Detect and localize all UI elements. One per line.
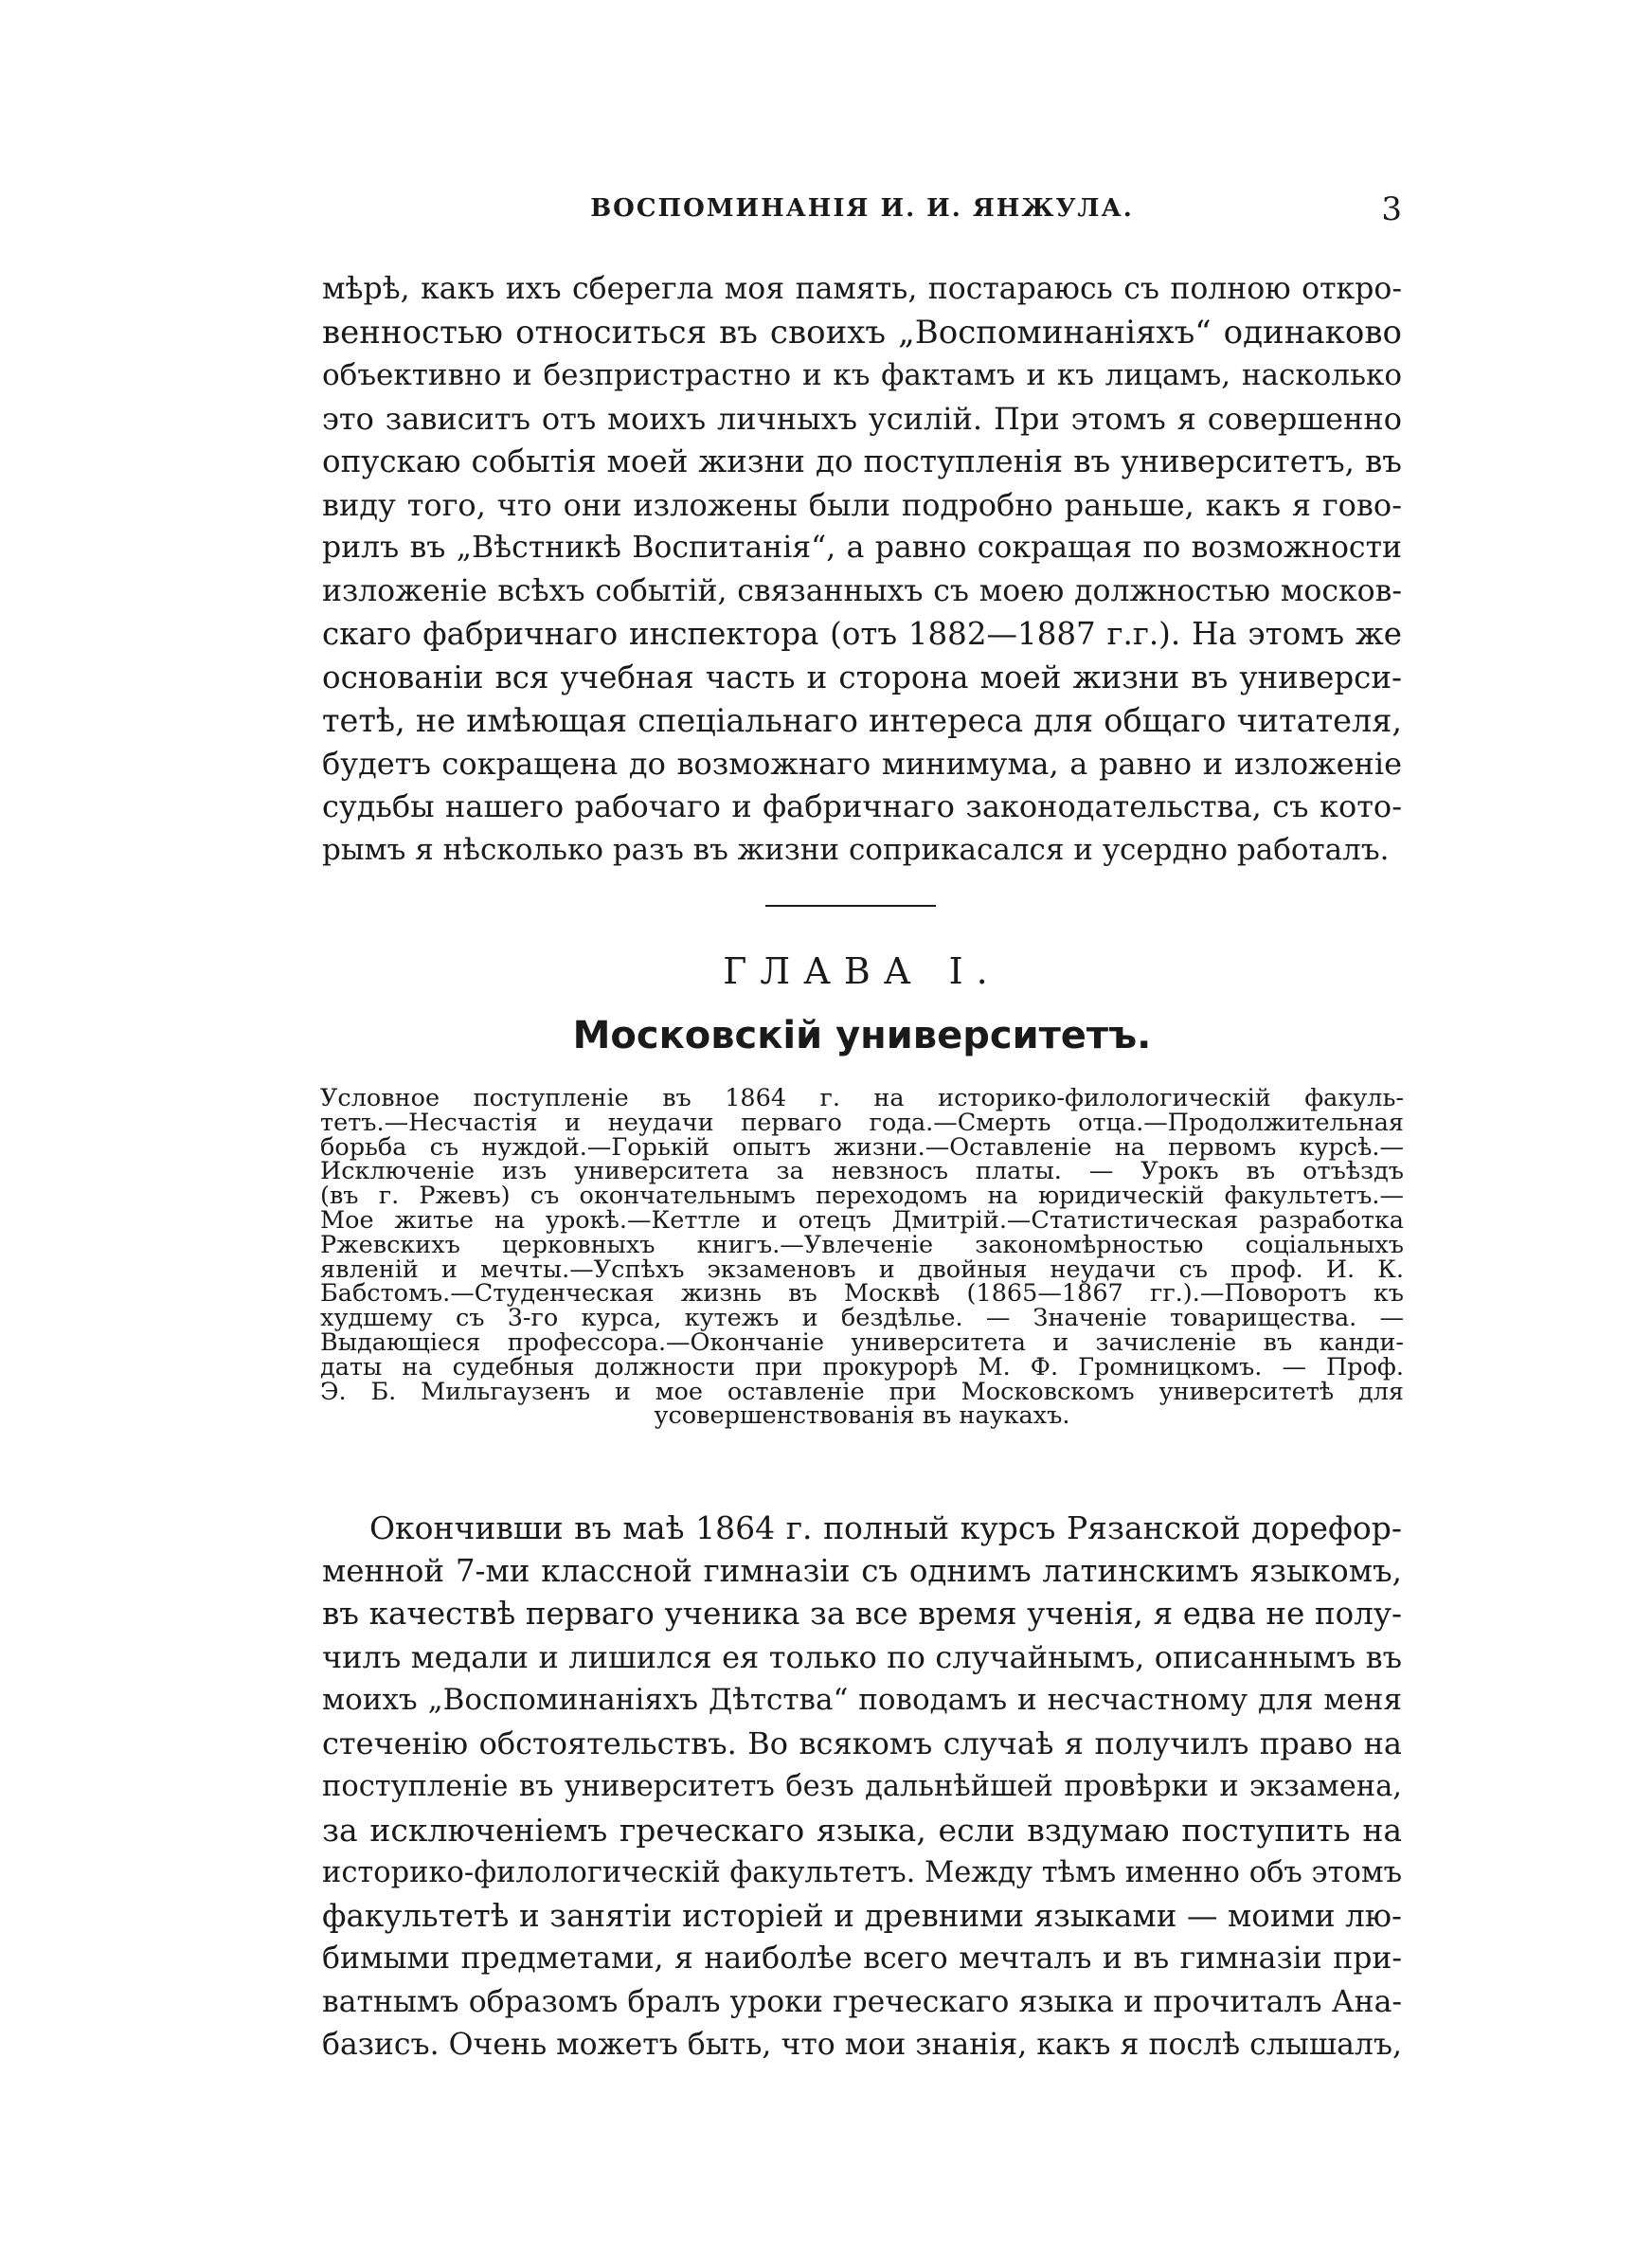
text-line: базисъ. Очень можетъ быть, что мои знанія, какъ я послѣ слышалъ, <box>322 2028 1402 2062</box>
section-divider <box>765 905 936 907</box>
summary-line: Условное поступленіе въ 1864 г. на историко-филологическій факуль- <box>320 1084 1404 1112</box>
text-line: за исключеніемъ греческаго языка, если вздумаю поступить на <box>322 1811 1402 1849</box>
summary-line: Мое житье на урокѣ.—Кеттле и отецъ Дмитрій.—Статистическая разработка <box>320 1205 1404 1235</box>
summary-line: Исключеніе изъ университета за невзносъ платы. — Урокъ въ отъѣздъ <box>320 1157 1404 1186</box>
text-line: тетѣ, не имѣющая спеціальнаго интереса для общаго читателя, <box>322 702 1402 739</box>
summary-line: Выдающіеся профессора.—Окончаніе университета и зачисленіе въ канди- <box>320 1327 1404 1357</box>
running-head <box>322 190 1402 232</box>
text-line: объективно и безпристрастно и къ фактамъ и къ лицамъ, насколько <box>322 358 1402 392</box>
chapter-label: ГЛАВА I. <box>723 950 1001 992</box>
chapter-title: Московскій университетъ. <box>572 1014 1152 1057</box>
text-line: будетъ сокращена до возможнаго минимума, а равно и изложеніе <box>322 745 1402 782</box>
text-line: ватнымъ образомъ бралъ уроки греческаго языка и прочиталъ Ана- <box>322 1984 1402 2019</box>
text-line: чилъ медали и лишился ея только по случайнымъ, описаннымъ въ <box>322 1638 1402 1675</box>
chapter-summary <box>320 1084 1404 1431</box>
text-line: менной 7-ми классной гимназіи съ однимъ латинскимъ языкомъ, <box>322 1552 1402 1589</box>
summary-line: борьба съ нуждой.—Горькій опытъ жизни.—Оставленіе на первомъ курсѣ.— <box>320 1132 1404 1162</box>
summary-line: Э. Б. Мильгаузенъ и мое оставленіе при Московскомъ университетѣ для <box>320 1377 1404 1406</box>
intro-paragraph <box>322 268 1402 872</box>
text-line: мѣрѣ, какъ ихъ сберегла моя память, постараюсь съ полною откро- <box>322 272 1402 306</box>
text-line: стеченію обстоятельствъ. Во всякомъ случаѣ я получилъ право на <box>322 1724 1402 1761</box>
text-line: судьбы нашего рабочаго и фабричнаго законодательства, съ кото- <box>322 788 1402 824</box>
text-line: Окончивши въ маѣ 1864 г. полный курсъ Рязанской дорефор- <box>369 1509 1402 1546</box>
text-line: въ качествѣ перваго ученика за все время ученія, я едва не полу- <box>322 1596 1402 1632</box>
text-line: факультетѣ и занятіи исторіей и древними языками — моими лю- <box>322 1897 1402 1934</box>
body-paragraph <box>322 1507 1402 2067</box>
text-line: опускаю событія моей жизни до поступленія въ университетъ, въ <box>322 443 1402 479</box>
text-line: рилъ въ „Вѣстникѣ Воспитанія“, а равно сокращая по возможности <box>322 531 1402 565</box>
text-line: изложеніе всѣхъ событій, связанныхъ съ моею должностью москов- <box>322 573 1402 608</box>
text-line: основаніи вся учебная часть и сторона моей жизни въ универси- <box>322 659 1402 695</box>
text-line: это зависитъ отъ моихъ личныхъ усилій. При этомъ я совершенно <box>322 400 1402 437</box>
text-line: венностью относиться въ своихъ „Воспоминаніяхъ“ одинаково <box>322 313 1402 352</box>
summary-line: даты на судебныя должности при прокурорѣ М. Ф. Громницкомъ. — Проф. <box>320 1352 1404 1381</box>
summary-line: явленій и мечты.—Успѣхъ экзаменовъ и двойныя неудачи съ проф. И. К. <box>320 1255 1404 1284</box>
summary-line: усовершенствованія въ наукахъ. <box>654 1401 1070 1431</box>
summary-line: худшему съ 3-го курса, кутежъ и бездѣлье. — Значеніе товарищества. — <box>320 1304 1404 1333</box>
text-line: скаго фабричнаго инспектора (отъ 1882—1887 г.г.). На этомъ же <box>322 616 1402 652</box>
text-line: историко-филологическій факультетъ. Между тѣмъ именно объ этомъ <box>322 1856 1402 1889</box>
text-line: рымъ я нѣсколько разъ въ жизни соприкасался и усердно работалъ. <box>322 832 1390 867</box>
summary-line: Бабстомъ.—Студенческая жизнь въ Москвѣ (1865—1867 гг.).—Поворотъ къ <box>320 1279 1404 1309</box>
text-line: моихъ „Воспоминаніяхъ Дѣтства“ поводамъ и несчастному для меня <box>322 1683 1402 1717</box>
text-line: поступленіе въ университетъ безъ дальнѣйшей провѣрки и экзамена, <box>322 1770 1402 1803</box>
summary-line: Ржевскихъ церковныхъ книгъ.—Увлеченіе закономѣрностью соціальныхъ <box>320 1230 1404 1259</box>
page-number: 3 <box>1381 190 1402 228</box>
running-title: ВОСПОМИНАНІЯ И. И. ЯНЖУЛА. <box>590 194 1134 223</box>
text-line: бимыми предметами, я наиболѣе всего мечталъ и въ гимназіи при- <box>322 1941 1402 1976</box>
text-line: виду того, что они изложены были подробно раньше, какъ я гово- <box>322 486 1402 523</box>
summary-line: тетъ.—Несчастія и неудачи перваго года.—Смерть отца.—Продолжительная <box>320 1108 1404 1137</box>
summary-line: (въ г. Ржевъ) съ окончательнымъ переходомъ на юридическій факультетъ.— <box>320 1182 1404 1211</box>
